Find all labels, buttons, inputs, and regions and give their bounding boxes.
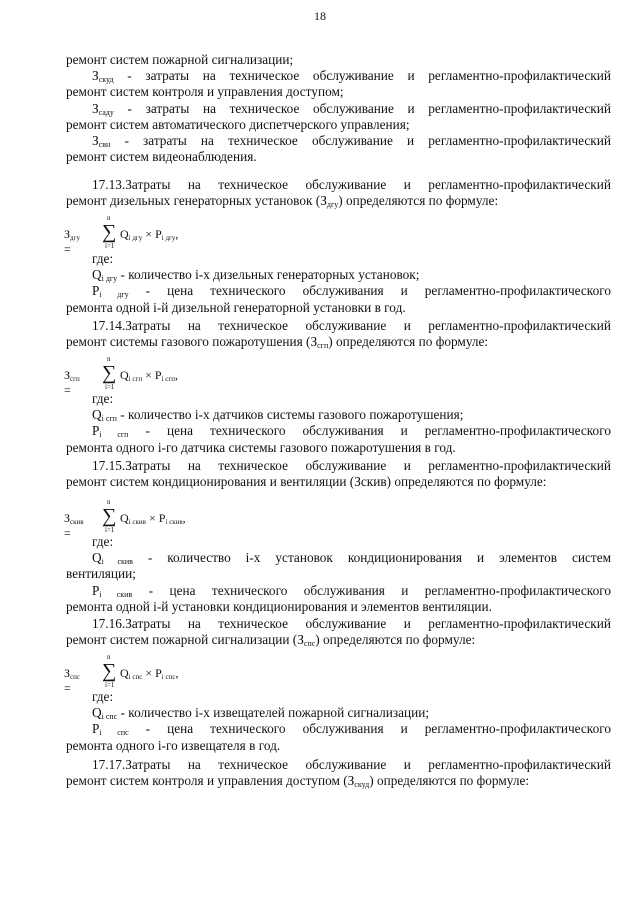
definition-q: $Q_{i сгп}$ - количество i-х датчиков системы газового пожаротушения; xyxy=(92,407,464,424)
text-line: ремонта одного i-го датчика системы газового пожаротушения в год. xyxy=(66,439,456,455)
sigma-symbol: ∑ xyxy=(102,505,117,527)
text-line: ремонт систем контроля и управления доступом; xyxy=(66,84,344,100)
text-line: $З_{скуд}$ - затраты на техническое обслуживание и регламентно-профилактический xyxy=(92,68,611,85)
section-17-16-definitions xyxy=(66,689,611,754)
where-label: где: xyxy=(92,251,114,266)
section-17-13-heading xyxy=(66,177,611,209)
text-line: ремонта одной i-й установки кондиционирования и элементов вентиляции. xyxy=(66,598,492,614)
section-title: 17.16.Затраты на техническое обслуживание и регламентно-профилактический xyxy=(92,616,611,631)
definition-q: $Q_{i скив}$ - количество i-х установок кондиционирования и элементов систем xyxy=(92,550,612,567)
text-line: ремонт дизельных генераторных установок $(З_{дгу})$ определяются по формуле: xyxy=(66,193,499,210)
sigma-symbol: ∑ xyxy=(102,362,117,384)
intro-block xyxy=(66,52,611,165)
section-title: 17.14.Затраты на техническое обслуживание и регламентно-профилактический xyxy=(92,318,611,333)
definition-q: $Q_{i дгу}$ - количество i-х дизельных генераторных установок; xyxy=(92,267,420,284)
text-line: ремонт систем пожарной сигнализации; xyxy=(66,52,294,67)
page-number: 18 xyxy=(314,9,326,23)
where-label: где: xyxy=(92,689,114,704)
text-line: ремонт систем пожарной сигнализации $(З_{спс})$ определяются по формуле: xyxy=(66,632,476,649)
text-line: ремонта одной i-й дизельной генераторной установки в год. xyxy=(66,299,406,315)
text-line: ремонт систем видеонаблюдения. xyxy=(66,149,257,165)
text-line: $З_{сaду}$ - затраты на техническое обслуживание и регламентно-профилактический xyxy=(92,100,611,117)
section-17-16-heading xyxy=(66,616,611,648)
text-line: ремонт систем автоматического диспетчерского управления; xyxy=(66,116,410,132)
where-label: где: xyxy=(92,534,114,549)
where-label: где: xyxy=(92,391,114,406)
text-line: вентиляции; xyxy=(66,566,136,582)
sigma-symbol: ∑ xyxy=(102,221,117,243)
section-17-15-heading xyxy=(66,458,611,490)
section-title: 17.15.Затраты на техническое обслуживание и регламентно-профилактический xyxy=(92,458,611,473)
section-17-15-definitions xyxy=(66,534,611,615)
section-17-13-definitions xyxy=(66,251,611,316)
text-line: ремонт систем кондиционирования и вентиляции (Зскив) определяются по формуле: xyxy=(66,474,547,490)
text-line: ремонт системы газового пожаротушения $(З_{сгп})$ определяются по формуле: xyxy=(66,334,489,351)
definition-p: $P_{i скив}$ - цена технического обслуживания и регламентно-профилактического xyxy=(92,582,611,599)
definition-p: $P_{i дгу}$ - цена технического обслуживания и регламентно-профилактического xyxy=(92,283,611,300)
definition-p: $P_{i спс}$ - цена технического обслуживания и регламентно-профилактического xyxy=(92,721,611,738)
sigma-symbol: ∑ xyxy=(102,660,117,682)
section-17-17-heading xyxy=(66,757,611,789)
text-line: ремонта одного i-го извещателя в год. xyxy=(66,737,281,753)
text-line: ремонт систем контроля и управления доступом $(З_{скуд})$ определяются по формуле: xyxy=(66,773,530,790)
section-title: 17.17.Затраты на техническое обслуживание и регламентно-профилактический xyxy=(92,757,611,772)
section-title: 17.13.Затраты на техническое обслуживание и регламентно-профилактический xyxy=(92,177,611,192)
definition-q: $Q_{i спс}$ - количество i-х извещателей пожарной сигнализации; xyxy=(92,705,430,722)
section-17-14-definitions xyxy=(66,391,611,456)
section-17-14-heading xyxy=(66,318,611,350)
text-line: $З_{свн}$ - затраты на техническое обслуживание и регламентно-профилактический xyxy=(92,133,611,150)
definition-p: $P_{i сгп}$ - цена технического обслуживания и регламентно-профилактического xyxy=(92,423,611,440)
